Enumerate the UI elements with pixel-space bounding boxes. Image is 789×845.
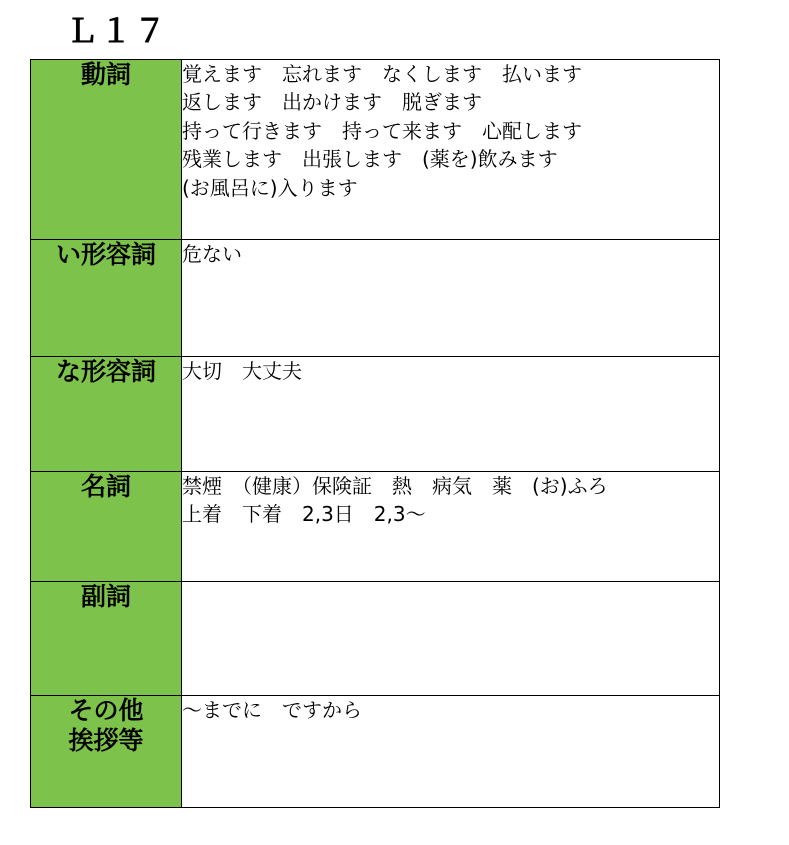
category-label: 副詞 <box>80 582 131 611</box>
category-cell-adverbs <box>31 582 182 696</box>
category-label-second: 挨拶等 <box>68 725 144 755</box>
table-row <box>31 357 720 472</box>
table-row <box>31 60 720 240</box>
category-label: い形容詞 <box>55 240 156 269</box>
content-cell-verbs: 覚えます 忘れます なくします 払います 返します 出かけます 脱ぎます 持って行きます 持って来ます 心配します 残業します 出張します (薬を)飲みます (お風呂に)入ります <box>182 60 720 240</box>
table-row <box>31 582 720 696</box>
content-cell-others: ～までに ですから <box>182 696 720 808</box>
category-label: 名詞 <box>80 472 131 501</box>
content-cell-adverbs <box>182 582 720 696</box>
table-row <box>31 240 720 357</box>
content-cell-i-adjectives: 危ない <box>182 240 720 357</box>
vocabulary-table-body <box>31 60 720 808</box>
category-cell-i-adjectives <box>31 240 182 357</box>
category-label: な形容詞 <box>55 357 156 386</box>
category-cell-verbs <box>31 60 182 240</box>
category-cell-na-adjectives <box>31 357 182 472</box>
category-cell-nouns <box>31 472 182 582</box>
vocabulary-table <box>30 59 720 808</box>
content-cell-na-adjectives: 大切 大丈夫 <box>182 357 720 472</box>
content-cell-nouns: 禁煙 （健康）保険証 熱 病気 薬 (お)ふろ 上着 下着 2,3日 2,3～ <box>182 472 720 582</box>
category-cell-others <box>31 696 182 808</box>
category-label: 動詞 <box>80 60 131 89</box>
table-row <box>31 696 720 808</box>
category-label: その他 <box>68 696 144 725</box>
table-row <box>31 472 720 582</box>
page-title: Ｌ１７ <box>66 12 169 50</box>
